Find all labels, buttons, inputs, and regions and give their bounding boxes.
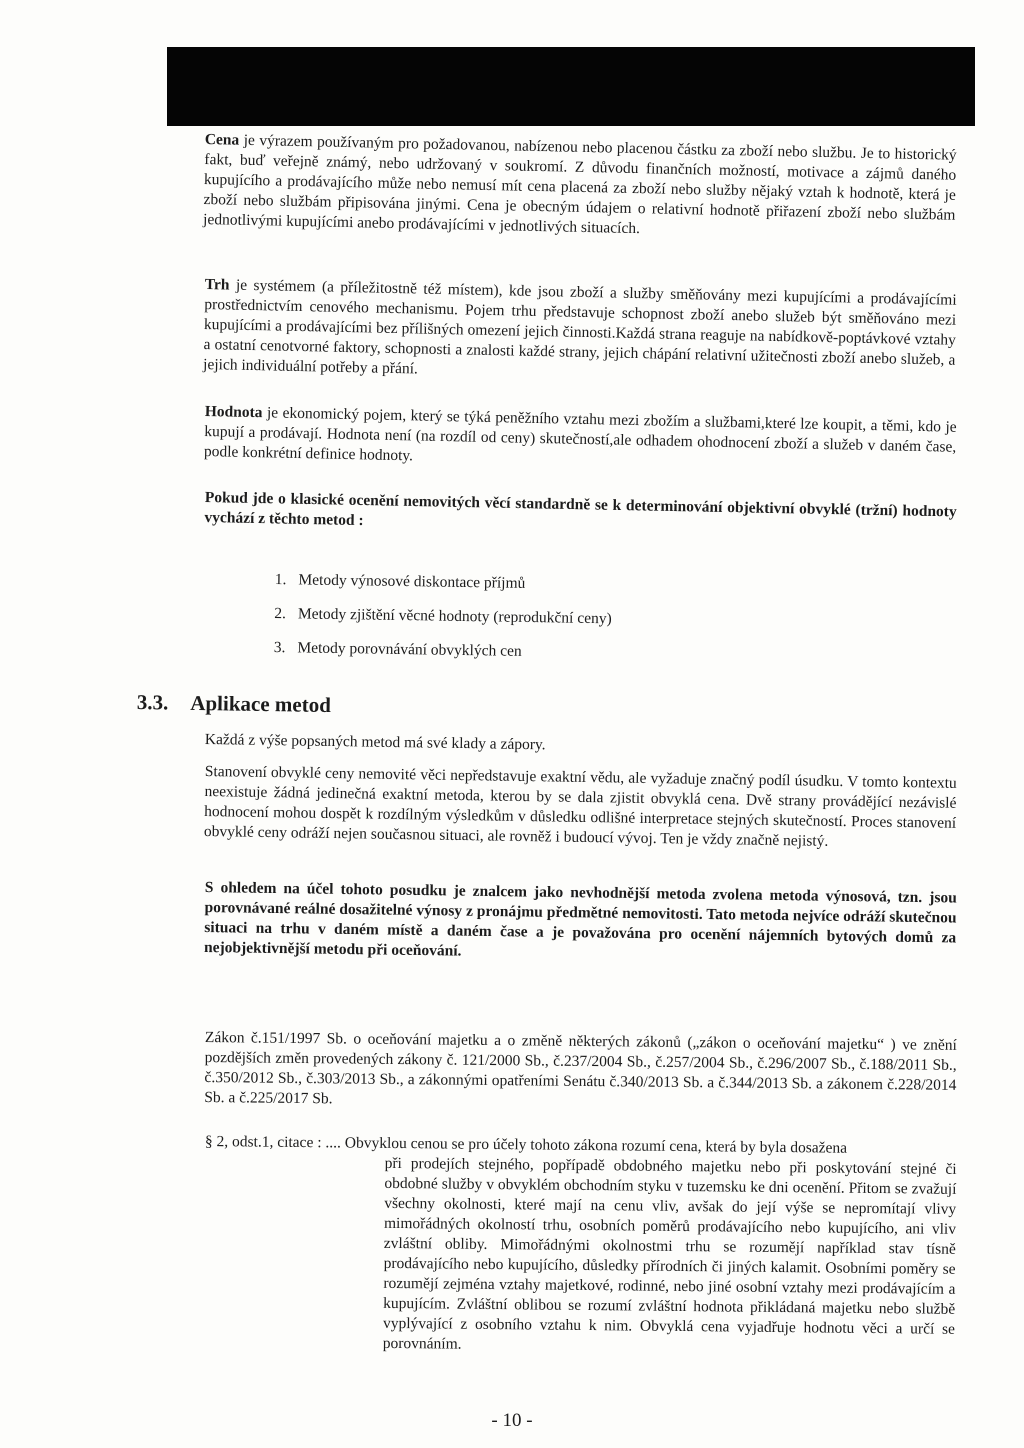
law-citation [203, 1132, 957, 1360]
methods-list [273, 570, 612, 677]
page-number: - 10 - [491, 1410, 533, 1431]
method-item [274, 604, 612, 629]
term-hodnota: Hodnota [204, 402, 263, 422]
law-reference: Zákon č.151/1997 Sb. o oceňování majetku a o změně některých zákonů („zákon o oceňování majetku“ ) ve znění pozdějších změn provedených zákony č. 121/2000 Sb., č.237/2004 Sb., č.257/2004 Sb., č.296/2007 Sb., č.188/2011 Sb., č.350/2012 Sb., č.303/2013 Sb., a zákonnými opatřeními Senátu č.340/2013 Sb. a č.344/2013 Sb. a zákonem č.228/2014 Sb. a č.225/2017 Sb. [204, 1029, 957, 1108]
method-number: 3. [273, 638, 286, 657]
section-paragraph-1: Každá z výše popsaných metod má své klady a zápory. [204, 730, 546, 754]
method-label: Metody zjištění věcné hodnoty (reprodukční ceny) [297, 605, 612, 628]
method-label: Metody výnosové diskontace příjmů [298, 571, 526, 592]
section-paragraph-2: Stanovení obvyklé ceny nemovité věci nepředstavuje exaktní vědu, ale vyžaduje značný podíl úsudku. V tomto kontextu neexistuje žádná jedinečná exaktní metoda, kterou by se dala zjistit obvyklá cena. Dvě strany provádějící nezávislé hodnocení mohou dospět k rozdílným výsledkům v důsledku odlišné interpretace stejných skutečností. Proces stanovení obvyklé ceny odráží nejen současnou situaci, ale rovněž i budoucí vývoj. Ten je vždy značně nejistý. [203, 762, 957, 850]
method-number: 2. [274, 604, 287, 623]
term-trh: Trh [204, 275, 230, 294]
method-item [275, 570, 613, 595]
method-item [274, 638, 612, 663]
redaction-bar [167, 47, 975, 126]
method-number: 1. [274, 570, 287, 589]
definition-cena [203, 130, 957, 246]
methods-intro: Pokud jde o klasické ocenění nemovitých věcí standardně se k determinování objektivní obvyklé (tržní) hodnoty vychází z těchto metod : [204, 488, 957, 530]
definition-trh-text: je systémem (a příležitostně též místem), kde jsou zboží a služby směňovány mezi kupujícími a prodávajícími prostřednictvím cenového mechanismu. Pojem trhu představuje schopnost zboží anebo služeb být směňováno mezi kupujícími a prodávajícími bez přílišných omezení jejich činnosti.Každá strana reaguje na nabídkově-poptávkové vztahy a ostatní cenotvorné faktory, schopnosti a znalosti každé strany, jejich chápání relativní užitečnosti zboží anebo služeb, a jejich individuální potřeby a přání. [202, 276, 957, 378]
definition-hodnota [204, 402, 957, 478]
definition-cena-text: je výrazem používaným pro požadovanou, nabízenou nebo placenou částku za zboží nebo službu. Je to historický fakt, buď veřejně známý, nebo udržovaný v soukromí. Z důvodu finančních možností, motivace a zájmů daného kupujícího a prodávajícího může nebo nemusí mít cena placená za zboží nebo služby nějaký vztah k hodnotě, která je zboží nebo službám připisována jinými. Cena je obecným údajem o relativní hodnotě přiřazení zboží nebo službám jednotlivými kupujícími anebo prodávajícími v jednotlivých situacích. [202, 131, 957, 238]
term-cena: Cena [204, 130, 240, 149]
section-paragraph-3: S ohledem na účel tohoto posudku je znalcem jako nevhodnější metoda zvolena metoda výnosová, tzn. jsou porovnávané reálné dosažitelné výnosy z pronájmu předmětné nemovitosti. Tato metoda nejvíce odráží skutečnou situaci na trhu v daném místě a daném čase a je považována pro ocenění nájemních bytových domů za nejobjektivnější metodu při oceňování. [203, 878, 957, 960]
method-label: Metody porovnávání obvyklých cen [297, 639, 522, 660]
section-number: 3.3. [136, 690, 169, 715]
section-title: Aplikace metod [190, 690, 332, 718]
section-heading [137, 690, 331, 718]
definition-trh [203, 275, 957, 391]
citation-body: při prodejích stejného, popřípadě obdobného majetku nebo při poskytování stejné či obdobné služby v obvyklém obchodním styku v tuzemsku ke dni ocenění. Přitom se zvažují všechny okolnosti, které mají na cenu vliv, avšak do její výše se nepromítají vlivy mimořádných okolností trhu, osobních poměrů prodávajícího nebo kupujícího, ani vliv zvláštní obliby. Mimořádnými okolnostmi trhu se rozumějí například stav tísně prodávajícího nebo kupujícího, důsledky přírodních či jiných kalamit. Osobními poměry se rozumějí zejména vztahy majetkové, rodinné, nebo jiné osobní vztahy mezi prodávajícím a kupujícím. Zvláštní oblibou se rozumí zvláštní hodnota přikládaná majetku nebo službě vyplývající z osobního vztahu k nim. Obvyklá cena vyjadřuje hodnotu věci a určí se porovnáním. [382, 1154, 957, 1353]
definition-hodnota-text: je ekonomický pojem, který se týká peněžního vztahu mezi zbožím a službami,které lze koupit, a těmi, kdo je kupují a prodávají. Hodnota není (na rozdíl od ceny) skutečností,ale odhadem ohodnocení zboží a služeb v daném čase, podle konkrétní definice hodnoty. [203, 404, 957, 465]
citation-lead: § 2, odst.1, citace : .... Obvyklou cenou se pro účely tohoto zákona rozumí cena, která by byla dosažena [204, 1133, 848, 1157]
